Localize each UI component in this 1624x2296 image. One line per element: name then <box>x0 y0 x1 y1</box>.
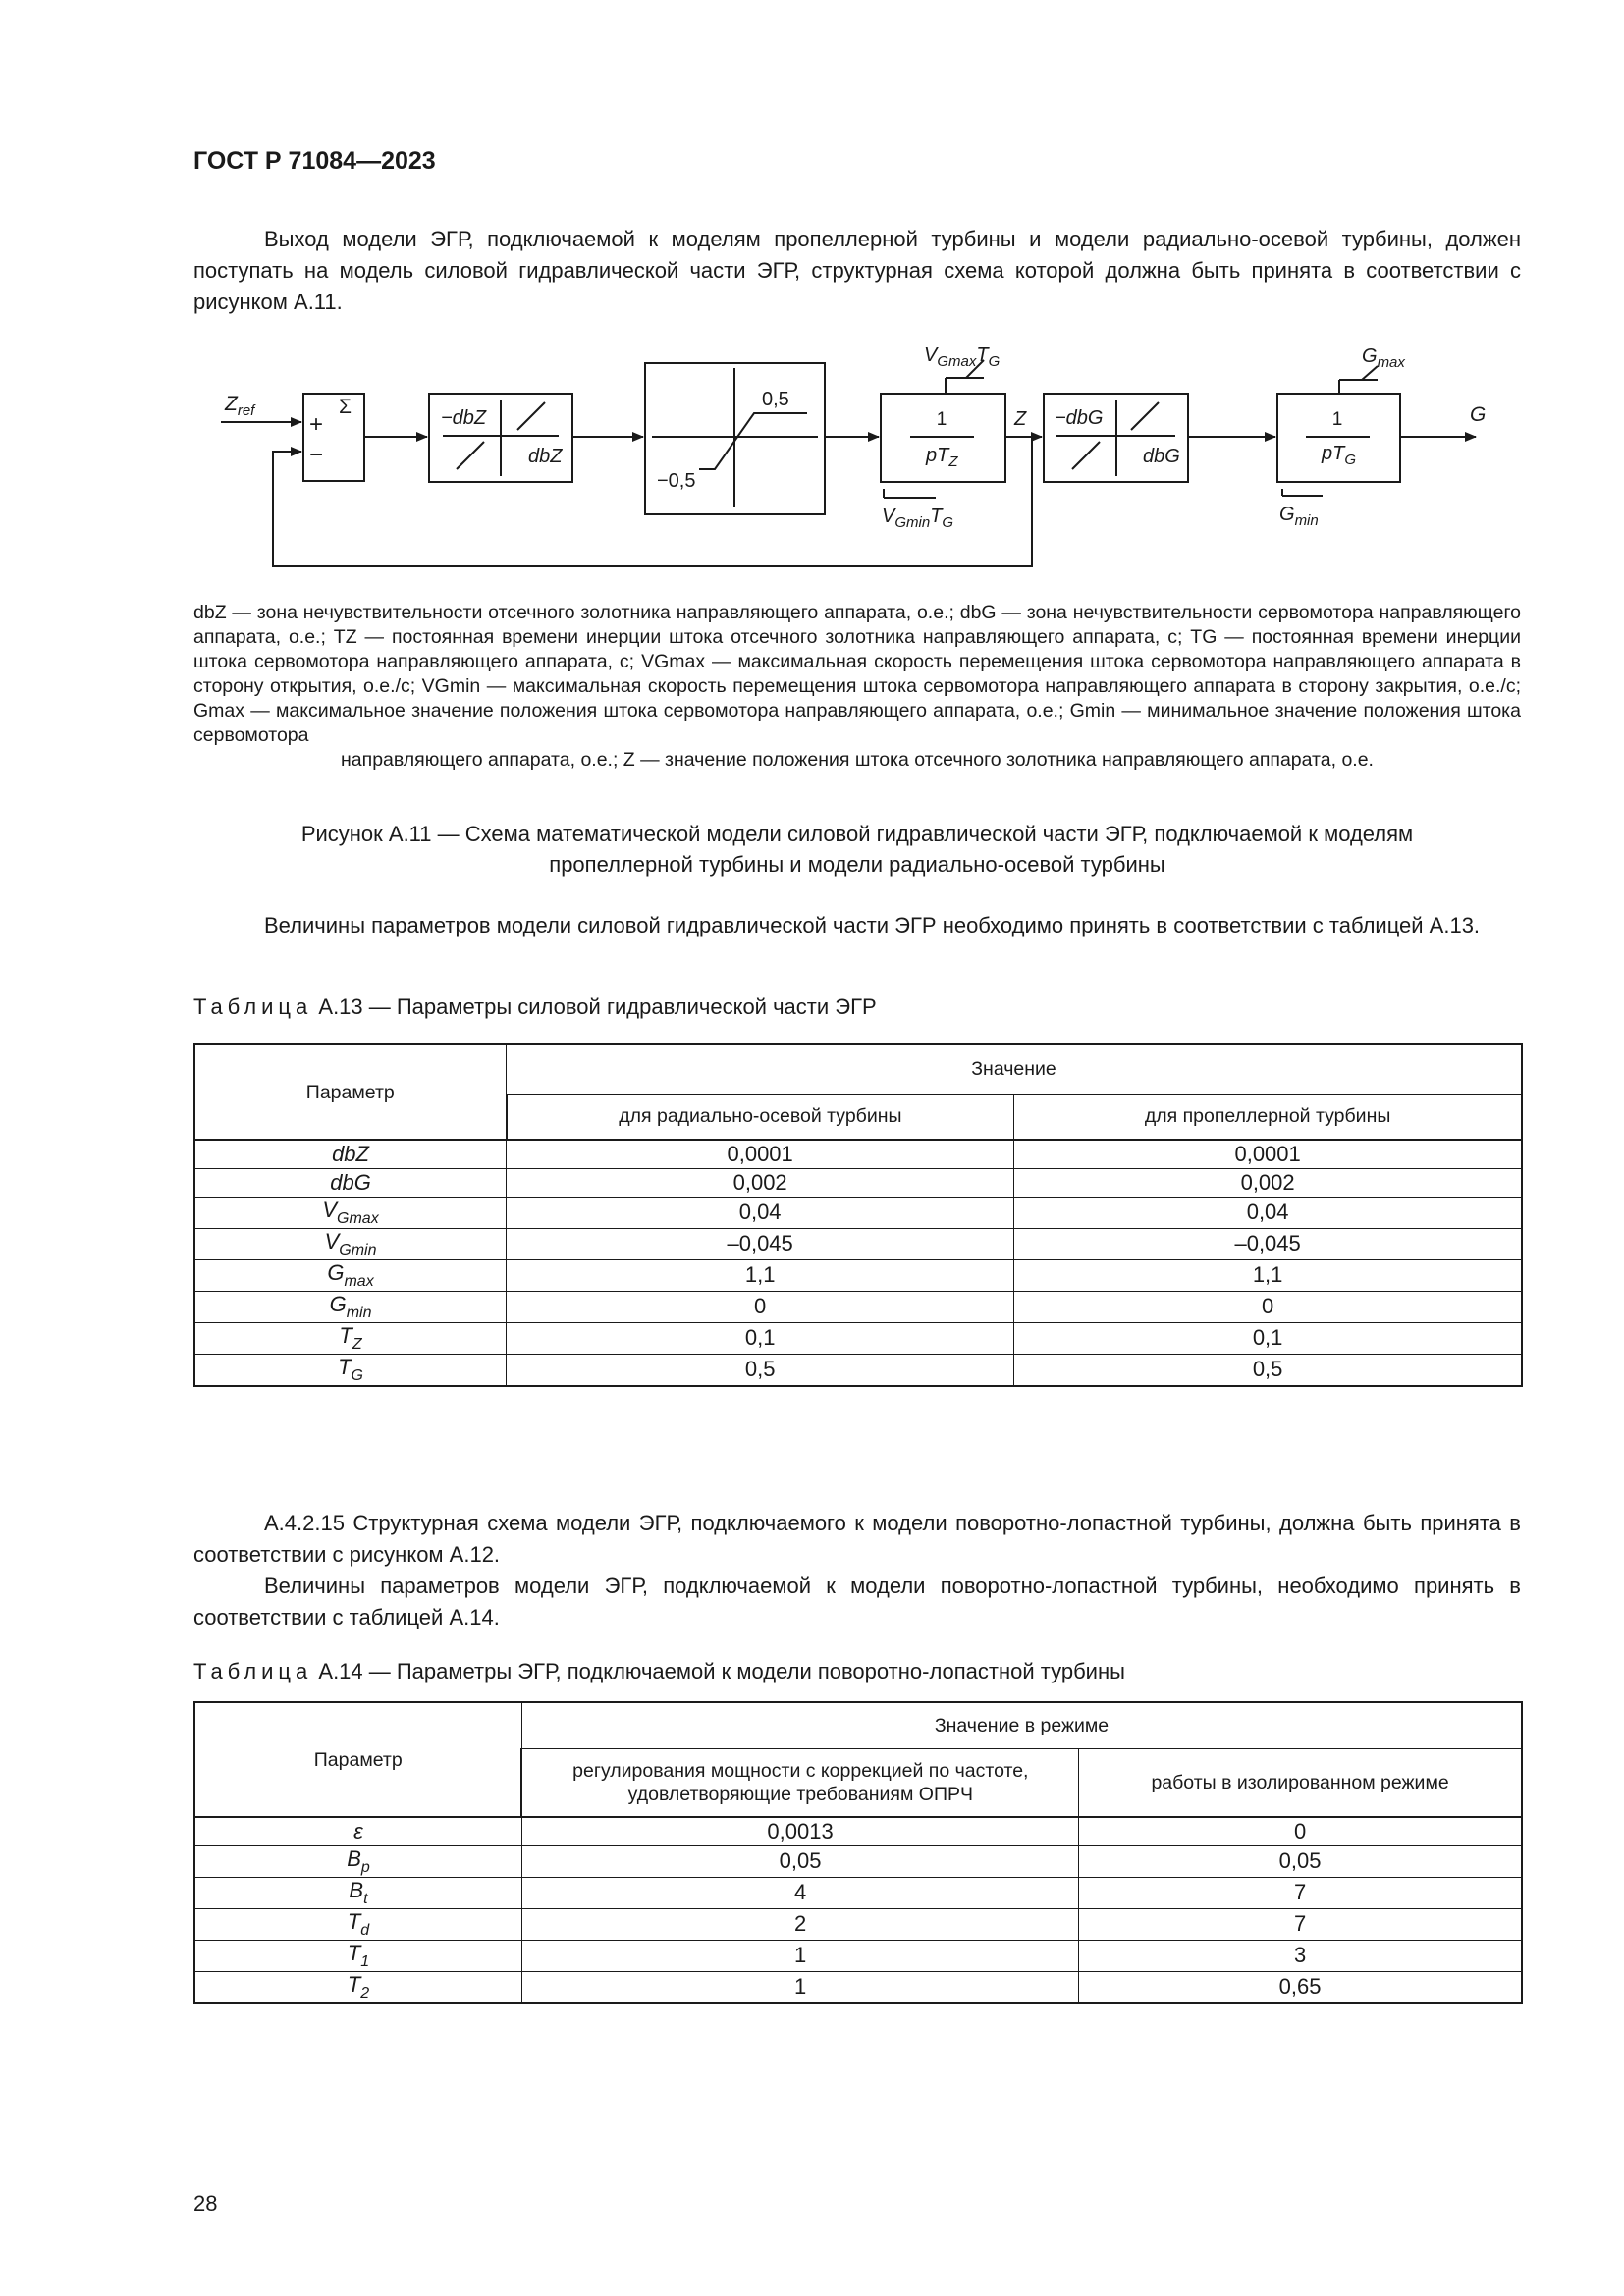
param-cell: $G_{max}$ <box>194 1259 507 1291</box>
table-row <box>194 1168 1522 1197</box>
col-header-regulation: регулирования мощности с коррекцией по частоте, удовлетворяющие требованиям ОПРЧ <box>521 1748 1078 1817</box>
col-header-value: Значение <box>507 1044 1522 1094</box>
regulation-value-cell: 2 <box>521 1908 1078 1940</box>
table-row <box>194 1322 1522 1354</box>
param-cell: $V_{Gmax}$ <box>194 1197 507 1228</box>
svg-text:Gmax: $G_{max}$ <box>1362 346 1405 371</box>
table-row <box>194 1971 1522 2003</box>
col-header-isolated: работы в изолированном режиме <box>1079 1748 1522 1817</box>
table-row <box>194 1291 1522 1322</box>
param-cell: $G_{min}$ <box>194 1291 507 1322</box>
param-cell: $T_d$ <box>194 1908 521 1940</box>
figure-caption <box>193 819 1521 880</box>
radial-value-cell: –0,045 <box>507 1228 1014 1259</box>
radial-value-cell: 0 <box>507 1291 1014 1322</box>
svg-text:−dbZ: −dbZ <box>441 407 487 429</box>
table-row <box>194 1354 1522 1386</box>
svg-text:−dbG: −dbG <box>1055 407 1104 429</box>
table-row <box>194 1877 1522 1908</box>
propeller-value-cell: 0,1 <box>1014 1322 1522 1354</box>
table-row <box>194 1908 1522 1940</box>
radial-value-cell: 0,04 <box>507 1197 1014 1228</box>
col-header-radial: для радиально-осевой турбины <box>507 1094 1014 1140</box>
svg-text:Σ: Σ <box>339 396 352 418</box>
radial-value-cell: 1,1 <box>507 1259 1014 1291</box>
param-cell: $T_2$ <box>194 1971 521 2003</box>
legend-body: dbZ — зона нечувствительности отсечного золотника направляющего аппарата, о.е.; dbG — зона нечувствительности сервомотора направляющего аппарата, о.е.; TZ — постоянная времени инерции штока отсечного золотника направляющего аппарата, с; TG — постоянная времени инерции штока сервомотора направляющего аппарата, с; VGmax — максимальная скорость перемещения штока сервомотора направляющего аппарата в сторону открытия, о.е./с; VGmin — максимальная скорость перемещения штока сервомотора направляющего аппарата в сторону закрытия, о.е./с; Gmax — максимальное значение положения штока сервомотора направляющего аппарата, о.е.; Gmin — минимальное значение положения штока сервомотора <box>193 602 1521 746</box>
param-cell: dbZ <box>194 1140 507 1168</box>
svg-text:−0,5: −0,5 <box>657 470 696 492</box>
propeller-value-cell: 0,002 <box>1014 1168 1522 1197</box>
param-cell: $T_G$ <box>194 1354 507 1386</box>
svg-text:0,5: 0,5 <box>762 389 789 410</box>
svg-text:−: − <box>309 442 324 468</box>
table-row <box>194 1140 1522 1168</box>
regulation-value-cell: 4 <box>521 1877 1078 1908</box>
table-a13 <box>193 1043 1523 1387</box>
svg-text:VGminTG: $V_{Gmin}T_G$ <box>882 506 954 531</box>
col-header-value-mode: Значение в режиме <box>521 1702 1522 1748</box>
isolated-value-cell: 7 <box>1079 1877 1522 1908</box>
table-row <box>194 1197 1522 1228</box>
svg-text:G: G <box>1470 403 1487 426</box>
page-number: 28 <box>193 2191 218 2216</box>
param-cell: $T_1$ <box>194 1940 521 1971</box>
paragraph-a4215: А.4.2.15 Структурная схема модели ЭГР, подключаемого к модели поворотно-лопастной турбины, должна быть принята в соответствии с рисунком А.12. <box>193 1511 1521 1567</box>
regulation-value-cell: 1 <box>521 1940 1078 1971</box>
col-header-param: Параметр <box>194 1044 507 1140</box>
table-row <box>194 1845 1522 1877</box>
figure-legend <box>193 601 1521 773</box>
col-header-propeller: для пропеллерной турбины <box>1014 1094 1522 1140</box>
paragraph-a14: Величины параметров модели ЭГР, подключаемой к модели поворотно-лопастной турбины, необходимо принять в соответствии с таблицей А.14. <box>193 1574 1521 1629</box>
propeller-value-cell: 0,0001 <box>1014 1140 1522 1168</box>
svg-text:pTZ: $pT_Z$ <box>926 445 958 470</box>
param-cell: $T_Z$ <box>194 1322 507 1354</box>
svg-text:dbZ: dbZ <box>528 446 563 467</box>
table14-caption: Таблица А.14 — Параметры ЭГР, подключаемой к модели поворотно-лопастной турбины <box>193 1659 1125 1683</box>
svg-text:VGmaxTG: $V_{Gmax}T_G$ <box>924 345 1001 370</box>
isolated-value-cell: 7 <box>1079 1908 1522 1940</box>
intro-paragraph: Выход модели ЭГР, подключаемой к моделям пропеллерной турбины и модели радиально-осевой турбины, должен поступать на модель силовой гидравлической части ЭГР, структурная схема которой должна быть принята в соответствии с рисунком А.11. <box>193 227 1521 314</box>
figure-caption-line1: Рисунок А.11 — Схема математической модели силовой гидравлической части ЭГР, подключаемой к моделям <box>300 822 1414 846</box>
table-row <box>194 1817 1522 1845</box>
col-header-param: Параметр <box>194 1702 521 1817</box>
block-diagram-a11 <box>193 339 1509 584</box>
svg-text:1: 1 <box>936 409 947 430</box>
feedback-line <box>273 437 1032 566</box>
svg-text:Gmin: $G_{min}$ <box>1279 504 1319 529</box>
regulation-value-cell: 0,05 <box>521 1845 1078 1877</box>
isolated-value-cell: 0,05 <box>1079 1845 1522 1877</box>
propeller-value-cell: 0,5 <box>1014 1354 1522 1386</box>
propeller-value-cell: 0,04 <box>1014 1197 1522 1228</box>
document-header: ГОСТ Р 71084—2023 <box>193 147 436 175</box>
svg-text:1: 1 <box>1331 409 1343 430</box>
regulation-value-cell: 0,0013 <box>521 1817 1078 1845</box>
param-cell: $B_t$ <box>194 1877 521 1908</box>
svg-text:Z: Z <box>1014 408 1027 430</box>
propeller-value-cell: 1,1 <box>1014 1259 1522 1291</box>
table-row <box>194 1228 1522 1259</box>
table-row <box>194 1259 1522 1291</box>
propeller-value-cell: –0,045 <box>1014 1228 1522 1259</box>
svg-text:dbG: dbG <box>1143 446 1180 467</box>
svg-text:Zref: $Z_{ref}$ <box>225 393 255 419</box>
legend-last-line: направляющего аппарата, о.е.; Z — значение положения штока отсечного золотника направляющего аппарата, о.е. <box>341 749 1374 771</box>
param-cell: dbG <box>194 1168 507 1197</box>
paragraph-a13: Величины параметров модели силовой гидравлической части ЭГР необходимо принять в соответствии с таблицей А.13. <box>264 913 1481 937</box>
table-row <box>194 1940 1522 1971</box>
svg-text:+: + <box>309 411 324 438</box>
svg-text:pTG: $pT_G$ <box>1322 443 1357 468</box>
radial-value-cell: 0,0001 <box>507 1140 1014 1168</box>
regulation-value-cell: 1 <box>521 1971 1078 2003</box>
table-a14 <box>193 1701 1523 2004</box>
radial-value-cell: 0,1 <box>507 1322 1014 1354</box>
isolated-value-cell: 0,65 <box>1079 1971 1522 2003</box>
propeller-value-cell: 0 <box>1014 1291 1522 1322</box>
isolated-value-cell: 3 <box>1079 1940 1522 1971</box>
figure-caption-line2: пропеллерной турбины и модели радиально-осевой турбины <box>549 852 1165 877</box>
radial-value-cell: 0,5 <box>507 1354 1014 1386</box>
param-cell: ε <box>194 1817 521 1845</box>
radial-value-cell: 0,002 <box>507 1168 1014 1197</box>
isolated-value-cell: 0 <box>1079 1817 1522 1845</box>
table13-caption: Таблица А.13 — Параметры силовой гидравлической части ЭГР <box>193 994 877 1019</box>
param-cell: $V_{Gmin}$ <box>194 1228 507 1259</box>
param-cell: $B_p$ <box>194 1845 521 1877</box>
